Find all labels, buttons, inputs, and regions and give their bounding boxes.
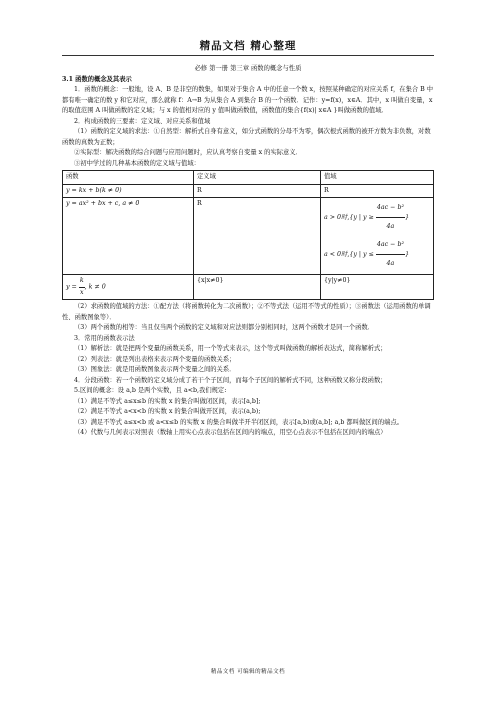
linear-range: R [321,184,434,198]
chapter-title: 必修 第一册 第三章 函数的概念与性质 [194,65,302,72]
fraction-denominator: 4a [386,223,395,230]
fraction-numerator: 4ac − b² [376,199,405,218]
table-header-row [63,171,434,185]
table-row [63,275,434,300]
fraction-denominator: 4a [386,260,395,267]
paragraph-piecewise: 4．分段函数：若一个函数的定义域分成了若干个子区间，而每个子区间的解析式不同，这种函数又称分段函数； [74,376,387,384]
paragraph-function-concept: 1．函数的概念：一般地，设 A、B 是非空的数集，如果对于集合 A 中的任意一个数 x，按照某种确定的对应关系 f，在集合 B 中都有唯一确定的数 y 和它对应，那么就称 f：A→B 为从集合 A 到集合 B 的一个函数．记作：y=f(x)，x∈A．其中，x 叫做自变量，x 的取值范围 A 叫做函数的定义域；与 x 的值相对应的 y 值叫做函数值，函数值的集合{f(x)| x∈A }叫做函数的值域． [62,86,434,114]
table-row [63,184,434,198]
quadratic-domain: R [194,198,321,275]
paragraph-open-interval: （2）满足不等式 a<x<b 的实数 x 的集合叫做开区间，表示(a,b); [74,408,261,415]
linear-function: y = kx + b(k ≠ 0) [63,184,194,198]
paragraph-range-method: （2）求函数的值域的方法：①配方法（将函数转化为二次函数）；②不等式法（运用不等式的性质）；③函数法（运用函数的单调性、函数图象等）． [62,303,431,321]
document-body [62,62,434,439]
paragraph-practical-type: ②实际型：解决函数的综合问题与应用问题时，应认真考察自变量 x 的实际意义． [74,149,302,156]
table-row [63,198,434,275]
paragraph-half-open-interval: （3）满足不等式 a≤x<b 或 a<x≤b 的实数 x 的集合叫做半开半闭区间，表示[a,b)或(a,b]; a,b 都叫做区间的端点。 [74,418,404,426]
quadratic-range-positive [324,199,430,236]
range-fraction [376,236,405,273]
function-table [62,170,434,300]
range-negative-text: a < 0时,{y | y ≤ [324,251,376,258]
paragraph-representations: 3．常用的函数表示法 [74,334,135,342]
range-brace: } [405,251,410,258]
table-header-range: 值域 [321,171,434,185]
paragraph-basic-functions: ③初中学过的几种基本函数的定义域与值域： [74,159,200,167]
paragraph-analytic-method: （1）解析法：就是把两个变量的函数关系，用一个等式来表示，这个等式叫做函数的解析表达式，简称解析式； [74,345,387,352]
header-divider [62,55,434,56]
range-fraction [376,199,405,236]
table-header-function: 函数 [63,171,194,185]
page-header: 精品文档 精心整理 [199,40,297,52]
paragraph-graph-method: （3）图象法：就是用函数图象表示两个变量之间的关系． [74,366,236,373]
paragraph-comparison-table: （4）代数与几何表示对照表（数轴上用实心点表示包括在区间内的端点，用空心点表示不包括在区间内的端点） [74,429,387,436]
inverse-range: {y|y≠0} [321,275,434,300]
paragraph-interval-concept: 5.区间的概念：设 a,b 是两个实数，且 a<b,我们规定: [74,387,227,394]
paragraph-function-equality: （3）两个函数的相等：当且仅当两个函数的定义域和对应法则都分别相同时，这两个函数才是同一个函数． [74,324,374,331]
paragraph-table-method: （2）列表法：就是列出表格来表示两个变量的函数关系； [74,355,236,363]
table-header-domain: 定义域 [194,171,321,185]
fraction-numerator: 4ac − b² [376,236,405,255]
page-footer: 精品文档 可编辑的精品文档 [210,669,286,675]
paragraph-domain-method: （1）函数的定义域的求法：①自然型：解析式自身有意义，如分式函数的分母不为零，偶次根式函数的被开方数为非负数，对数函数的真数为正数； [62,128,431,146]
paragraph-three-elements: 2．构成函数的三要素：定义域、对应关系和值域 [74,117,211,125]
quadratic-range [321,198,434,275]
section-title: 3.1 函数的概念及其表示 [62,75,132,83]
range-brace: } [405,214,410,221]
inverse-y: y = [66,283,79,291]
linear-domain: R [194,184,321,198]
quadratic-function: y = ax² + bx + c, a ≠ 0 [63,198,194,275]
fraction-numerator: k [79,276,85,288]
inverse-condition: , k ≠ 0 [84,283,106,291]
inverse-domain: {x|x≠0} [194,275,321,300]
quadratic-range-negative [324,236,430,273]
range-positive-text: a > 0时,{y | y ≥ [324,214,376,221]
inverse-function [63,275,194,300]
paragraph-closed-interval: （1）满足不等式 a≤x≤b 的实数 x 的集合叫做闭区间，表示[a,b]; [74,397,261,405]
fraction-denominator: x [79,288,84,296]
